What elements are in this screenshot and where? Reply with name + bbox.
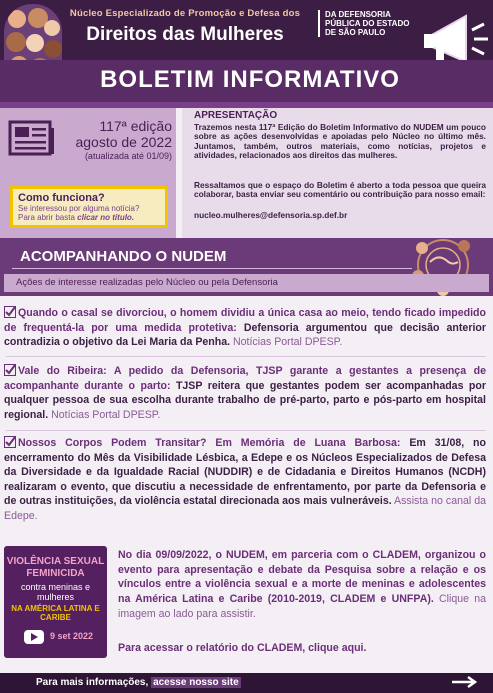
video-title: VIOLÊNCIA SEXUAL FEMINICIDA bbox=[6, 556, 105, 579]
checkbox-icon bbox=[4, 364, 16, 376]
news-item-3 bbox=[4, 436, 486, 524]
video-thumbnail[interactable] bbox=[4, 546, 107, 658]
edition-panel bbox=[0, 108, 176, 238]
news-item-2-body: TJSP reitera que gestantes podem ser acompanhadas por qualquer pessoa de sua escolha durante trabalho de pré-parto, parto e pós-parto em hospital regional. bbox=[4, 379, 486, 421]
nucleo-title: Núcleo Especializado de Promoção e Defesa dos bbox=[69, 8, 301, 19]
checkbox-icon bbox=[4, 306, 16, 318]
news-item-1-source-link[interactable]: Notícias Portal DPESP. bbox=[230, 336, 343, 349]
como-funciona-prefix: Para abrir basta bbox=[18, 213, 78, 222]
item-divider bbox=[6, 430, 486, 431]
apresentacao-panel bbox=[182, 108, 493, 238]
video-date: 9 set 2022 bbox=[50, 631, 94, 641]
direitos-das-mulheres-title: Direitos das Mulheres bbox=[86, 24, 284, 45]
section-subtitle: Ações de interesse realizadas pelo Núcleo ou pela Defensoria bbox=[16, 277, 278, 288]
video-description-bold: No dia 09/09/2022, o NUDEM, em parceria com o CLADEM, organizou o evento para apresentação e debate da Pesquisa sobre a relação e os vínculos entre a violência sexual e a morte de meninas e adolescentes na América Latina e Caribe (2010-2019, CLADEM e UNFPA). bbox=[118, 549, 486, 606]
newspaper-icon bbox=[8, 120, 56, 156]
arrow-right-icon[interactable] bbox=[450, 675, 478, 689]
apresentacao-paragraph-2: Ressaltamos que o espaço do Boletim é aberto a toda pessoa que queira colaborar, basta enviar seu comentário ou contribuição para nosso email: bbox=[194, 180, 486, 200]
edition-date: agosto de 2022 bbox=[75, 134, 172, 150]
footer bbox=[0, 673, 493, 693]
contact-email-link[interactable]: nucleo.mulheres@defensoria.sp.def.br bbox=[194, 210, 348, 220]
news-item-3-title-link[interactable]: Nossos Corpos Podem Transitar? Em Memória de Luana Barbosa: bbox=[18, 437, 401, 449]
item-divider bbox=[6, 356, 486, 357]
video-watch-hint: Clique na imagem ao lado para assistir. bbox=[118, 593, 486, 620]
apresentacao-title: APRESENTAÇÃO bbox=[194, 110, 278, 121]
edition-updated: (atualizada até 01/09) bbox=[84, 151, 172, 161]
news-item-3-body: Em 31/08, no encerramento do Mês da Visibilidade Lésbica, a Edepe e os Núcleos Especializados de Defesa da Diversidade e da Igualdade Racial (NUDDIR) e de Cidadania e Direitos Humanos (NCDH) realizaram o evento, que discutiu a necessidade de enfrentamento, por parte da Defensoria e de outras instituições, da violência estatal direcionada aos mais vulneráveis. bbox=[4, 437, 486, 508]
como-funciona-line2 bbox=[18, 213, 160, 222]
footer-prefix: Para mais informações, bbox=[36, 677, 152, 688]
youtube-play-icon bbox=[24, 630, 44, 644]
site-link[interactable]: acesse nosso site bbox=[153, 677, 239, 688]
como-funciona-title: Como funciona? bbox=[18, 192, 105, 204]
video-description bbox=[118, 548, 486, 622]
section-title: ACOMPANHANDO O NUDEM bbox=[20, 248, 227, 265]
news-item-2-title-link[interactable]: Vale do Ribeira: A pedido da Defensoria, TJSP garante a gestantes a presença de acompanhante durante o parto: bbox=[4, 365, 486, 392]
section-divider bbox=[12, 268, 412, 269]
news-item-2-source-link[interactable]: Notícias Portal DPESP. bbox=[48, 408, 161, 421]
como-funciona-link: clicar no título. bbox=[77, 213, 135, 222]
como-funciona-box bbox=[10, 186, 168, 228]
news-item-1 bbox=[4, 306, 486, 350]
checkbox-icon bbox=[4, 436, 16, 448]
news-item-2 bbox=[4, 364, 486, 422]
boletim-title: BOLETIM INFORMATIVO bbox=[100, 66, 400, 93]
news-item-3-source-link[interactable]: Assista no canal da Edepe. bbox=[4, 495, 486, 522]
video-subtitle: contra meninas e mulheres bbox=[20, 582, 91, 602]
news-item-1-body: Defensoria argumentou que decisão anterior contradizia o objetivo da Lei Maria da Penha. bbox=[4, 321, 486, 349]
news-item-1-title-link[interactable]: Quando o casal se divorciou, o homem dividiu a única casa ao meio, tendo ficado impedido de frequentá-la por uma medida protetiva: bbox=[4, 307, 486, 334]
edition-number: 117ª edição bbox=[99, 118, 172, 134]
cladem-report-link[interactable]: Para acessar o relatório do CLADEM, clique aqui. bbox=[118, 642, 367, 654]
footer-text bbox=[36, 677, 241, 688]
video-region: NA AMÉRICA LATINA E CARIBE bbox=[11, 604, 100, 622]
section-subtitle-bar bbox=[4, 274, 489, 292]
como-funciona-line1: Se interessou por alguma notícia? bbox=[18, 204, 140, 213]
defensoria-label: DA DEFENSORIA PÚBLICA DO ESTADO DE SÃO PAULO bbox=[318, 10, 414, 37]
apresentacao-paragraph-1: Trazemos nesta 117ª Edição do Boletim Informativo do NUDEM um pouco sobre as ações desenvolvidas e apoiadas pelo Núcleo no último mês. Juntamos, também, outros materiais, como notícias, projetos e atividades, relacionados aos direitos das mulheres. bbox=[194, 122, 486, 161]
